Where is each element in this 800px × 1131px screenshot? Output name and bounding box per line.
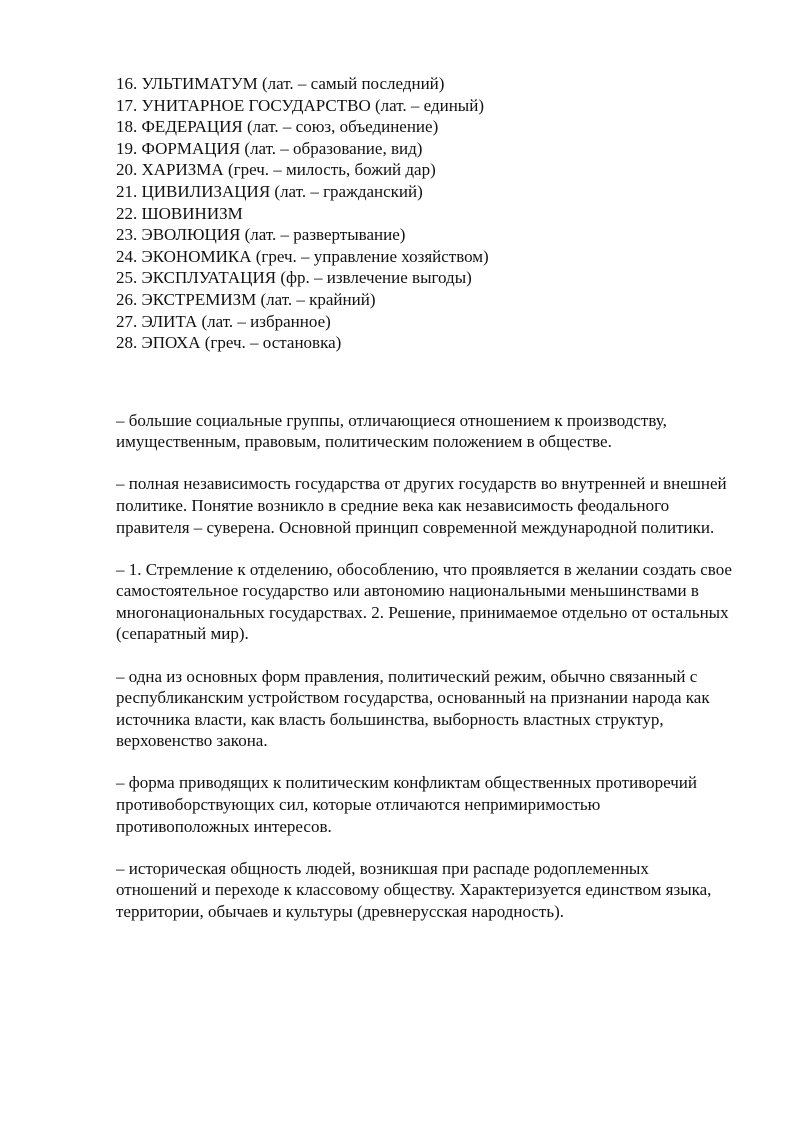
term-item: 28. ЭПОХА (греч. – остановка) — [116, 333, 342, 353]
definition-paragraph: – большие социальные группы, отличающиеся отношением к производству, имущественным, правовым, политическим положением в обществе. — [116, 410, 667, 452]
definition-paragraph: – одна из основных форм правления, политический режим, обычно связанный с республиканским устройством государства, основанный на признании народа как источника власти, как власть большинства, выборность властных структур, верховенство закона. — [116, 666, 710, 751]
definition-paragraph: – форма приводящих к политическим конфликтам общественных противоречий противоборствующих сил, которые отличаются непримиримостью противоположных интересов. — [116, 773, 697, 836]
term-item: 21. ЦИВИЛИЗАЦИЯ (лат. – гражданский) — [116, 181, 423, 201]
term-item: 27. ЭЛИТА (лат. – избранное) — [116, 311, 331, 331]
definitions-section — [116, 410, 736, 923]
term-item: 16. УЛЬТИМАТУМ (лат. – самый последний) — [116, 74, 445, 93]
document-page — [116, 73, 736, 943]
term-item: 17. УНИТАРНОЕ ГОСУДАРСТВО (лат. – единый) — [116, 95, 484, 115]
definition-paragraph: – 1. Стремление к отделению, обособлению, что проявляется в желании создать свое самостоятельное государство или автономию национальными меньшинствами в многонациональных государствах. 2. Решение, принимаемое отдельно от остальных (сепаратный мир). — [116, 559, 732, 644]
term-item: 23. ЭВОЛЮЦИЯ (лат. – развертывание) — [116, 225, 406, 245]
term-item: 20. ХАРИЗМА (греч. – милость, божий дар) — [116, 160, 436, 180]
terms-list — [116, 73, 736, 354]
term-item: 18. ФЕДЕРАЦИЯ (лат. – союз, объединение) — [116, 117, 439, 137]
definition-paragraph: – полная независимость государства от других государств во внутренней и внешней политике. Понятие возникло в средние века как независимость феодального правителя – суверена. Основной принцип современной международной политики. — [116, 474, 727, 537]
definition-paragraph: – историческая общность людей, возникшая при распаде родоплеменных отношений и переходе к классовому обществу. Характеризуется единством языка, территории, обычаев и культуры (древнерусская народность). — [116, 858, 712, 921]
term-item: 22. ШОВИНИЗМ — [116, 203, 243, 223]
term-item: 19. ФОРМАЦИЯ (лат. – образование, вид) — [116, 138, 423, 158]
term-item: 25. ЭКСПЛУАТАЦИЯ (фр. – извлечение выгоды) — [116, 268, 472, 288]
term-item: 26. ЭКСТРЕМИЗМ (лат. – крайний) — [116, 289, 376, 309]
term-item: 24. ЭКОНОМИКА (греч. – управление хозяйством) — [116, 246, 489, 266]
